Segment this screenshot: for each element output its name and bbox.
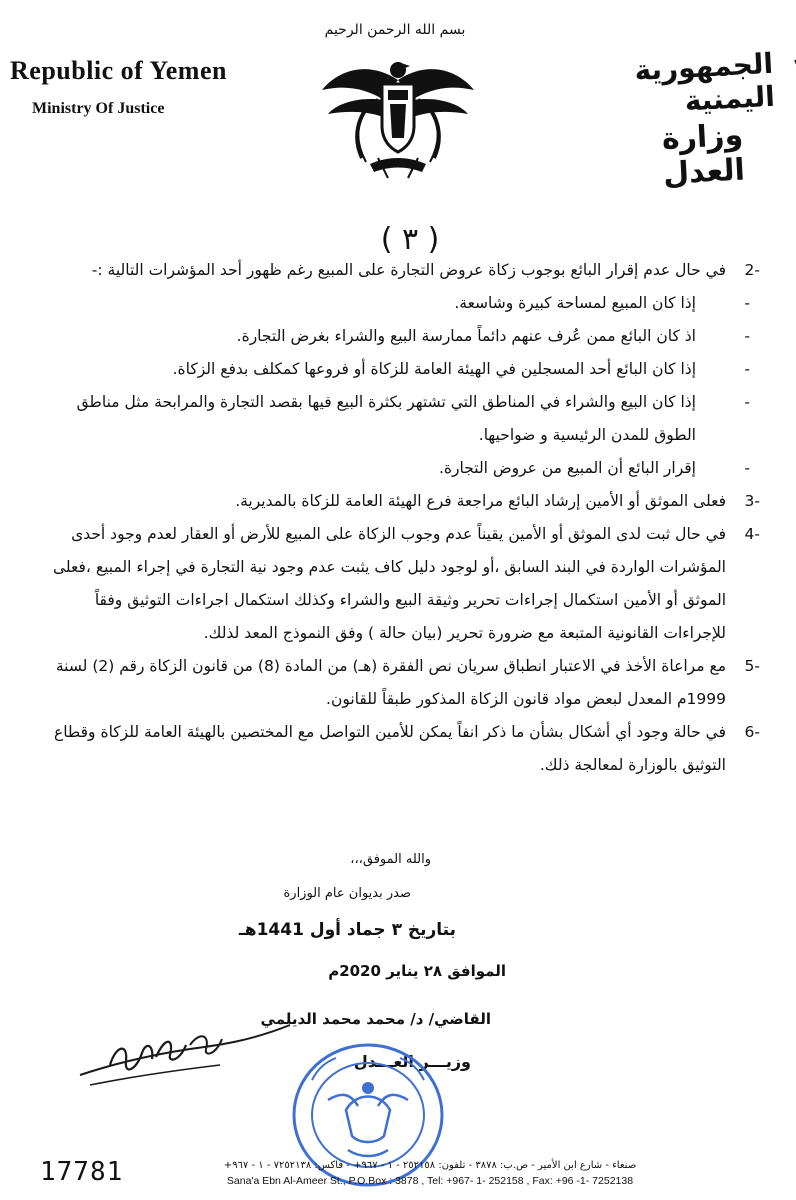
country-name-en: Republic of Yemen	[10, 56, 227, 85]
item-text: مع مراعاة الأخذ في الاعتبار انطباق سريان نص الفقرة (هـ) من المادة (8) من قانون الزكاة رقم (2) لسنة 1999م المعدل لبعض مواد قانون الزكاة المذكور طبقاً للقانون.	[55, 657, 726, 708]
sub-list-item	[30, 287, 760, 320]
footer-address-en: Sana'a Ebn Al-Ameer St., P.O.Box : 3878 , Tel: +967- 1- 252158 , Fax: +96 -1- 7252138	[226, 1175, 634, 1187]
list-item	[30, 254, 760, 287]
footer	[180, 1160, 680, 1187]
signer-name: القاضي/ د/ محمد محمد الديلمي	[260, 1010, 491, 1028]
hijri-date: بتاريخ ٣ جماد أول 1441هـ	[238, 920, 456, 940]
sub-list-item	[30, 386, 760, 452]
sub-list-item	[30, 452, 760, 485]
sub-item-text: إذا كان البائع أحد المسجلين في الهيئة العامة للزكاة أو فروعها كمكلف بدفع الزكاة.	[172, 360, 696, 378]
bullet-dash: -	[744, 327, 750, 345]
item-number: 2-	[744, 261, 760, 279]
bullet-dash: -	[744, 393, 750, 411]
item-number: 5-	[744, 657, 760, 675]
bullet-dash: -	[744, 459, 750, 477]
sub-item-text: إقرار البائع أن المبيع من عروض التجارة.	[439, 459, 696, 477]
bullet-dash: -	[744, 360, 750, 378]
sub-item-text: اذ كان البائع ممن عُرف عنهم دائماً ممارسة البيع والشراء بغرض التجارة.	[236, 327, 696, 345]
header-english	[10, 56, 250, 118]
bullet-dash: -	[744, 294, 750, 312]
item-text: في حال ثبت لدى الموثق أو الأمين يقيناً عدم وجوب الزكاة على المبيع للأرض أو العقار لعدم وجود أحدى المؤشرات الواردة في البند السابق ،أو لوجود دليل كاف يثبت عدم وجود نية التجارة في إجراء المبيع ،فعلى الموثق أو الأمين استكمال إجراءات تحرير وثيقة البيع والشراء وكذلك استكمال اجراءات التوثيق وفقاً للإجراءات القانونية المتبعة مع ضرورة تحرير (بيان حالة ) وفق النموذج المعد لذلك.	[52, 525, 726, 642]
sub-list-item	[30, 320, 760, 353]
closing-greeting: والله الموفق،،،	[350, 852, 431, 867]
signature-icon	[70, 1005, 300, 1095]
sub-item-text: إذا كان البيع والشراء في المناطق التي تشتهر بكثرة البيع فيها بقصد التجارة والمرابحة مثل مناطق الطوق للمدن الرئيسية و ضواحيها.	[76, 393, 696, 444]
sub-item-text: إذا كان المبيع لمساحة كبيرة وشاسعة.	[454, 294, 696, 312]
page-number: ( ٣ )	[380, 222, 440, 257]
list-item	[30, 716, 760, 782]
issued-at: صدر بديوان عام الوزارة	[283, 886, 411, 901]
document-body	[30, 254, 760, 782]
country-name-ar: الجمهورية اليمنية	[633, 46, 776, 118]
gregorian-date: الموافق ٢٨ يناير 2020م	[328, 962, 506, 980]
item-text: فعلى الموثق أو الأمين إرشاد البائع مراجعة فرع الهيئة العامة للزكاة بالمديرية.	[235, 492, 726, 510]
basmala: بسم الله الرحمن الرحيم	[324, 22, 466, 38]
footer-address-ar: صنعاء - شارع ابن الأمير - ص.ب: ٣٨٧٨ - تلفون: ٢٥٢١٥٨ - ١ - ٩٦٧+ - فاكس: ٧٢٥٢١٣٨ - ١ - ٩٦٧+	[223, 1160, 637, 1171]
list-item	[30, 518, 760, 650]
list-item	[30, 650, 760, 716]
item-text: في حال عدم إقرار البائع بوجوب زكاة عروض التجارة على المبيع رغم ظهور أحد المؤشرات التالية :-	[91, 261, 726, 279]
yemen-emblem-icon	[318, 40, 478, 180]
item-text: في حالة وجود أي أشكال بشأن ما ذكر انفاً يمكن للأمين التواصل مع المختصين بالهيئة العامة للزكاة وقطاع التوثيق بالوزارة لمعالجة ذلك.	[53, 723, 726, 774]
document-number: 17781	[40, 1157, 124, 1187]
header-arabic	[574, 46, 776, 192]
signer-title: وزيـــر العـــدل	[353, 1052, 471, 1071]
list-item	[30, 485, 760, 518]
ministry-name-ar: وزارة العدل	[660, 117, 746, 192]
item-number: 6-	[744, 723, 760, 741]
item-number: 4-	[744, 525, 760, 543]
item-number: 3-	[744, 492, 760, 510]
ministry-name-en: Ministry Of Justice	[32, 100, 165, 117]
sub-list-item	[30, 353, 760, 386]
